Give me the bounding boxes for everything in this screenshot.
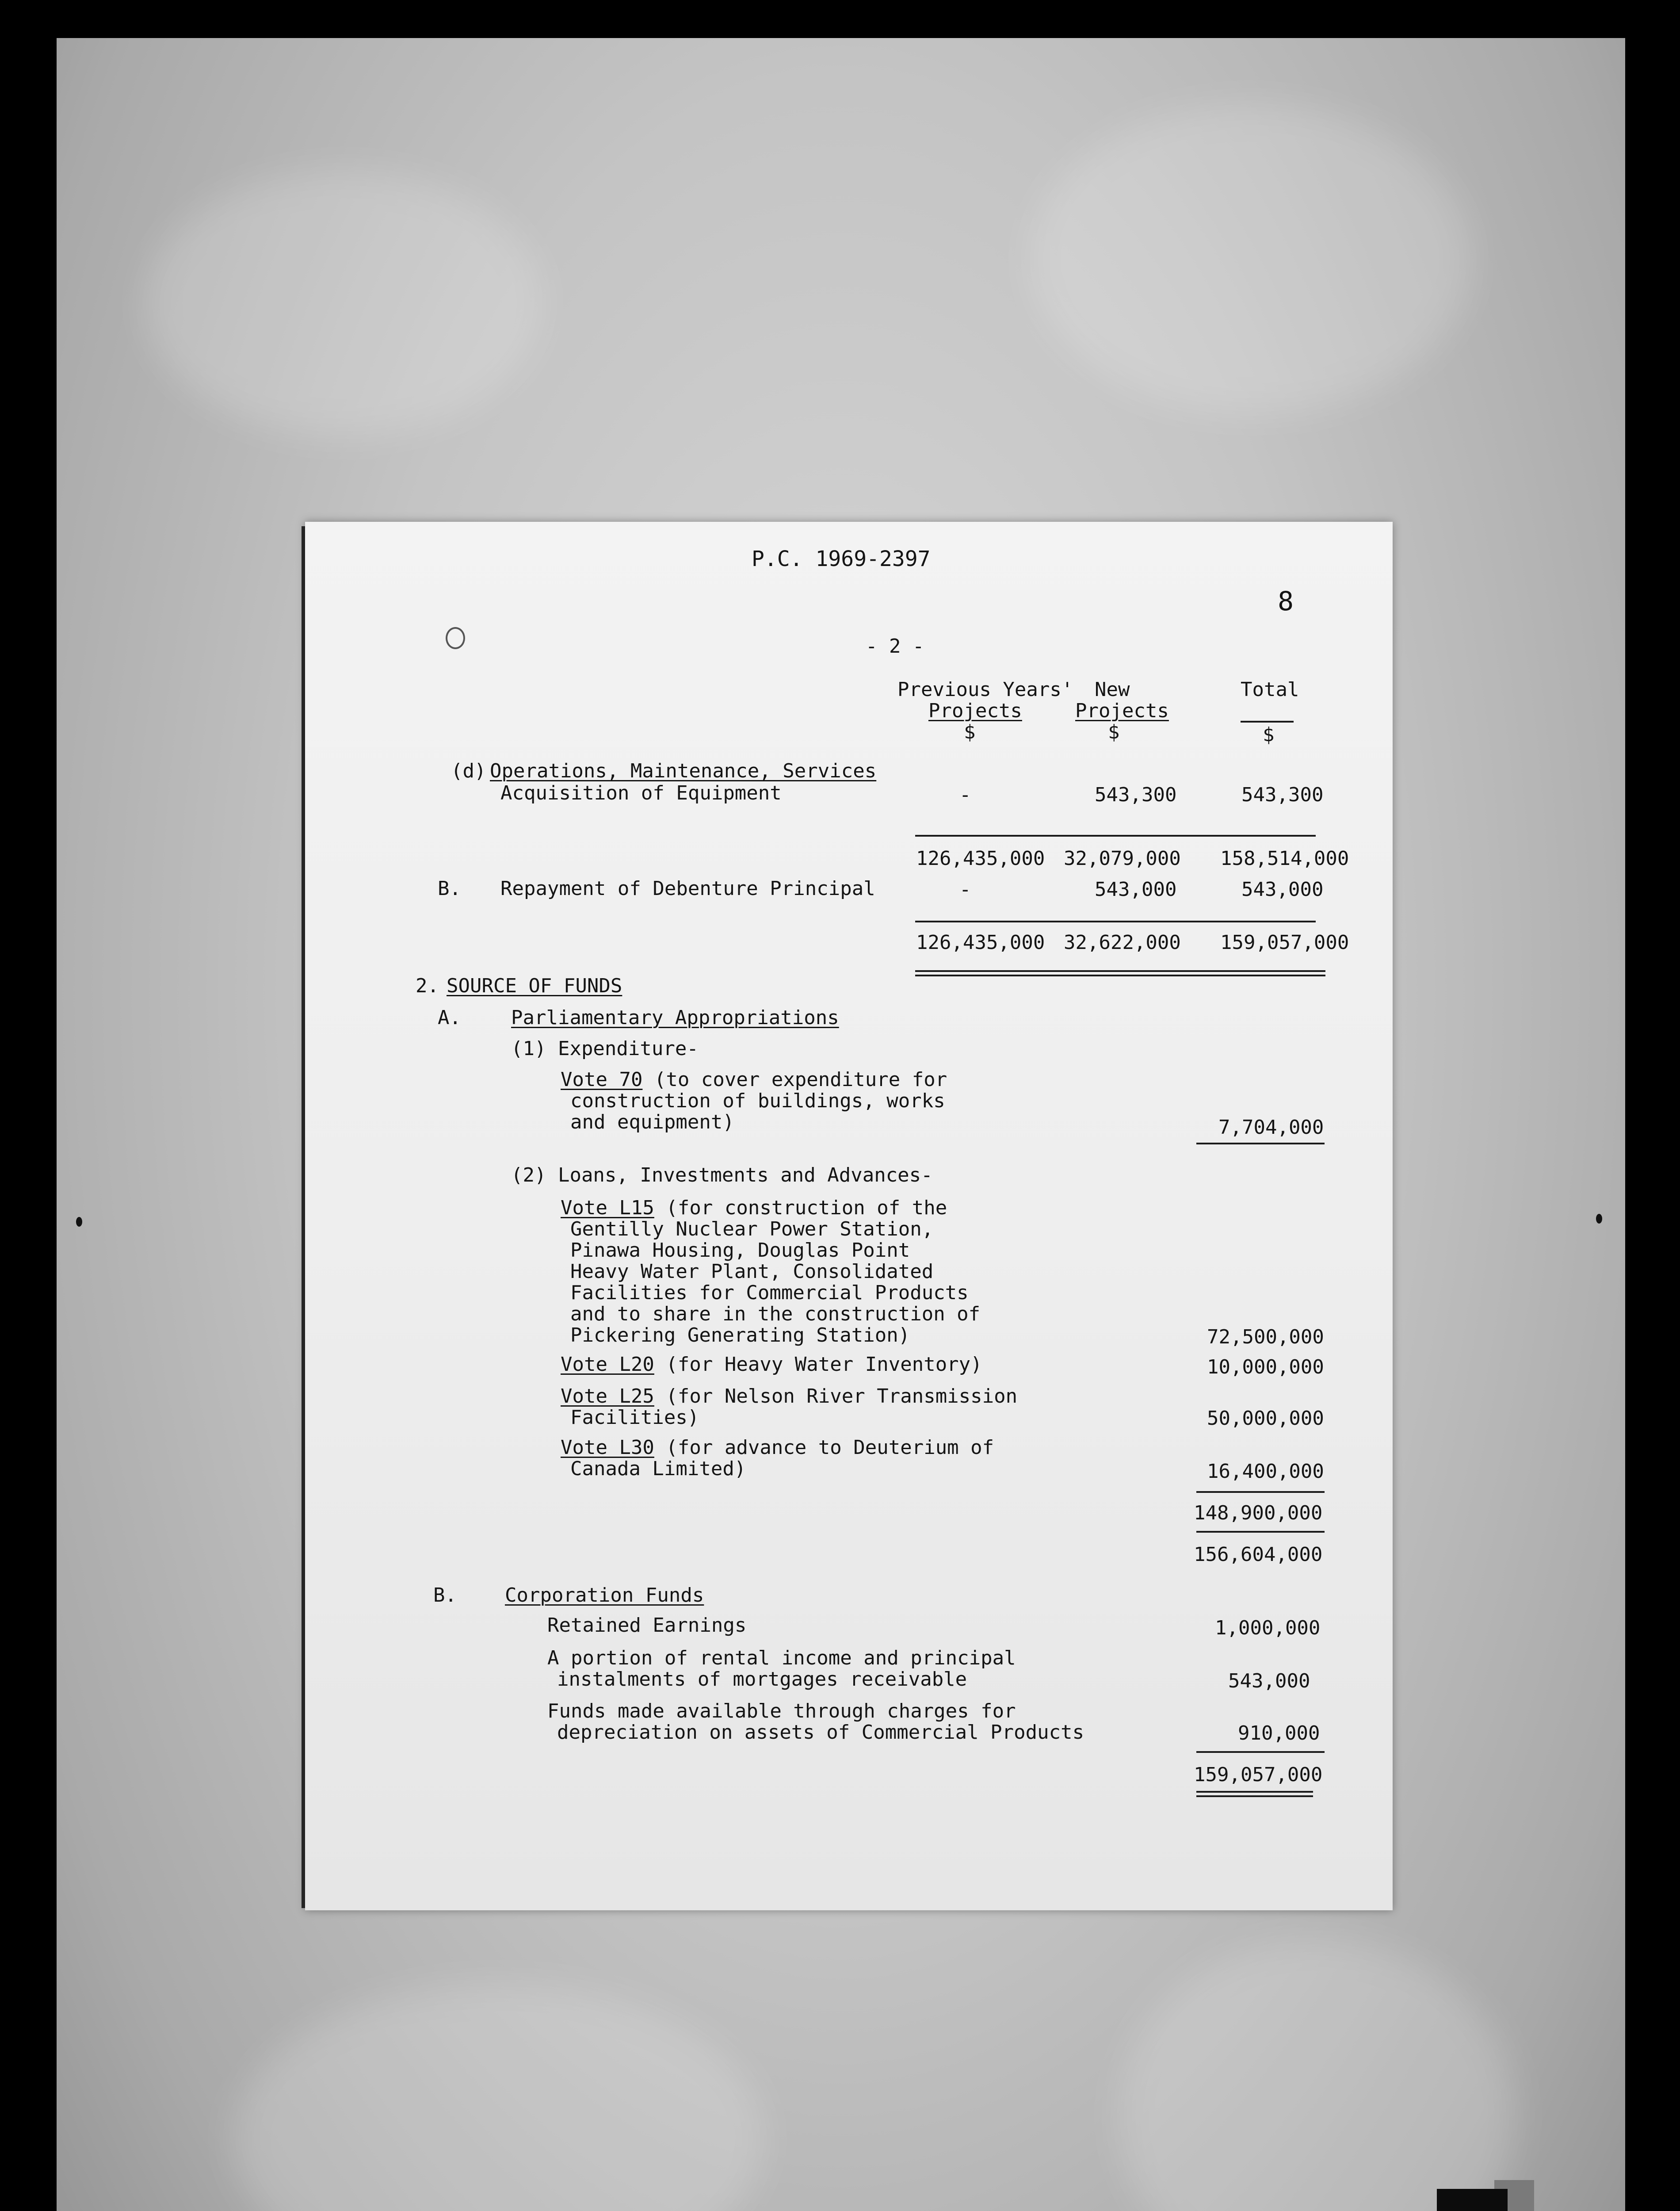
l25-amount: 50,000,000 <box>1207 1407 1324 1430</box>
grand-total-rule <box>1196 1751 1325 1753</box>
retained-label: Retained Earnings <box>547 1614 747 1637</box>
pc-number: P.C. 1969-2397 <box>752 547 931 571</box>
col-total-currency: $ <box>1263 723 1275 746</box>
l15-text-1: Vote L15 (for construction of the <box>561 1197 947 1219</box>
total-prev: 126,435,000 <box>916 931 1045 954</box>
l15-text-3: Pinawa Housing, Douglas Point <box>570 1239 910 1262</box>
item-d-prev: - <box>959 784 971 806</box>
l30-amount: 16,400,000 <box>1207 1460 1324 1483</box>
l25-text-2: Facilities) <box>570 1406 699 1429</box>
rental-text-2: instalments of mortgages receivable <box>557 1668 967 1691</box>
subtotal-new: 32,079,000 <box>1064 847 1181 870</box>
vote70-text-1: Vote 70 (to cover expenditure for <box>561 1068 947 1091</box>
section2-a-title: Parliamentary Appropriations <box>511 1006 839 1029</box>
l20-text: Vote L20 (for Heavy Water Inventory) <box>561 1353 982 1376</box>
mottle <box>1029 104 1471 414</box>
col-new-currency: $ <box>1108 721 1120 743</box>
total-rule <box>915 921 1316 922</box>
l15-name: Vote L15 <box>561 1197 654 1219</box>
col-total-underline <box>1241 721 1294 723</box>
col-total-header: Total <box>1241 678 1299 701</box>
subtotal-prev: 126,435,000 <box>916 847 1045 870</box>
a-total: 156,604,000 <box>1194 1543 1323 1566</box>
total-total: 159,057,000 <box>1220 931 1349 954</box>
subtotal-total: 158,514,000 <box>1220 847 1349 870</box>
grand-total-double-rule <box>1196 1791 1313 1797</box>
item-d-desc: Acquisition of Equipment <box>500 782 782 804</box>
loans-label: (2) Loans, Investments and Advances- <box>511 1164 933 1186</box>
corner-tab <box>1437 2189 1508 2211</box>
item-d-label: (d) <box>451 760 486 782</box>
item-d-total: 543,300 <box>1241 784 1324 806</box>
folio-number: 8 <box>1278 586 1294 617</box>
vote70-rule <box>1196 1143 1325 1144</box>
vote70-text-2: construction of buildings, works <box>570 1090 945 1112</box>
l25-text-1: Vote L25 (for Nelson River Transmission <box>561 1385 1018 1408</box>
l25-name: Vote L25 <box>561 1385 654 1408</box>
punch-hole <box>446 627 465 649</box>
l15-text-6: and to share in the construction of <box>570 1303 981 1325</box>
l30-name: Vote L30 <box>561 1436 654 1459</box>
mottle <box>1118 1939 1516 2211</box>
mottle <box>233 1984 764 2211</box>
page-number: - 2 - <box>866 635 924 658</box>
rental-text-1: A portion of rental income and principal <box>547 1647 1016 1669</box>
l15-text-4: Heavy Water Plant, Consolidated <box>570 1260 934 1283</box>
col-new-header-1: New <box>1095 678 1130 701</box>
l15-amount: 72,500,000 <box>1207 1326 1324 1348</box>
loans-rule <box>1196 1491 1325 1493</box>
mottle <box>145 171 543 436</box>
vote70-amount: 7,704,000 <box>1218 1116 1324 1139</box>
depr-amount: 910,000 <box>1238 1722 1320 1744</box>
item-b-desc: Repayment of Debenture Principal <box>500 877 875 900</box>
l15-text-7: Pickering Generating Station) <box>570 1324 910 1346</box>
l20-amount: 10,000,000 <box>1207 1356 1324 1378</box>
vote70-text-3: and equipment) <box>570 1111 734 1133</box>
l15-text-2: Gentilly Nuclear Power Station, <box>570 1218 934 1240</box>
retained-amount: 1,000,000 <box>1215 1617 1321 1639</box>
item-b-prev: - <box>959 878 971 901</box>
col-prev-header-1: Previous Years' <box>897 678 1073 701</box>
total-new: 32,622,000 <box>1064 931 1181 954</box>
margin-dot <box>1596 1214 1602 1224</box>
l20-name: Vote L20 <box>561 1353 654 1376</box>
section2-b-title: Corporation Funds <box>505 1584 704 1607</box>
subtotal-rule <box>915 835 1316 837</box>
item-d-new: 543,300 <box>1095 784 1177 806</box>
section2-a-label: A. <box>438 1006 461 1029</box>
depr-text-1: Funds made available through charges for <box>547 1700 1016 1722</box>
l30-text-1: Vote L30 (for advance to Deuterium of <box>561 1436 994 1459</box>
l15-text-5: Facilities for Commercial Products <box>570 1281 969 1304</box>
depr-text-2: depreciation on assets of Commercial Products <box>557 1721 1084 1744</box>
col-prev-currency: $ <box>964 721 976 743</box>
col-new-header-2: Projects <box>1075 700 1169 722</box>
item-b-new: 543,000 <box>1095 878 1177 901</box>
col-prev-header-2: Projects <box>928 700 1022 722</box>
vote70-name: Vote 70 <box>561 1068 643 1091</box>
expenditure-label: (1) Expenditure- <box>511 1037 699 1060</box>
section2-num: 2. <box>416 975 439 997</box>
rental-amount: 543,000 <box>1228 1670 1310 1692</box>
section2-heading: SOURCE OF FUNDS <box>447 975 622 997</box>
item-d-title: Operations, Maintenance, Services <box>490 760 877 782</box>
total-double-rule <box>915 970 1325 976</box>
item-b-label: B. <box>438 877 461 900</box>
loans-subtotal: 148,900,000 <box>1194 1502 1323 1524</box>
margin-dot <box>76 1217 82 1227</box>
grand-total: 159,057,000 <box>1194 1763 1323 1786</box>
a-total-rule <box>1196 1531 1325 1533</box>
item-b-total: 543,000 <box>1241 878 1324 901</box>
section2-b-label: B. <box>433 1584 457 1607</box>
l30-text-2: Canada Limited) <box>570 1457 746 1480</box>
